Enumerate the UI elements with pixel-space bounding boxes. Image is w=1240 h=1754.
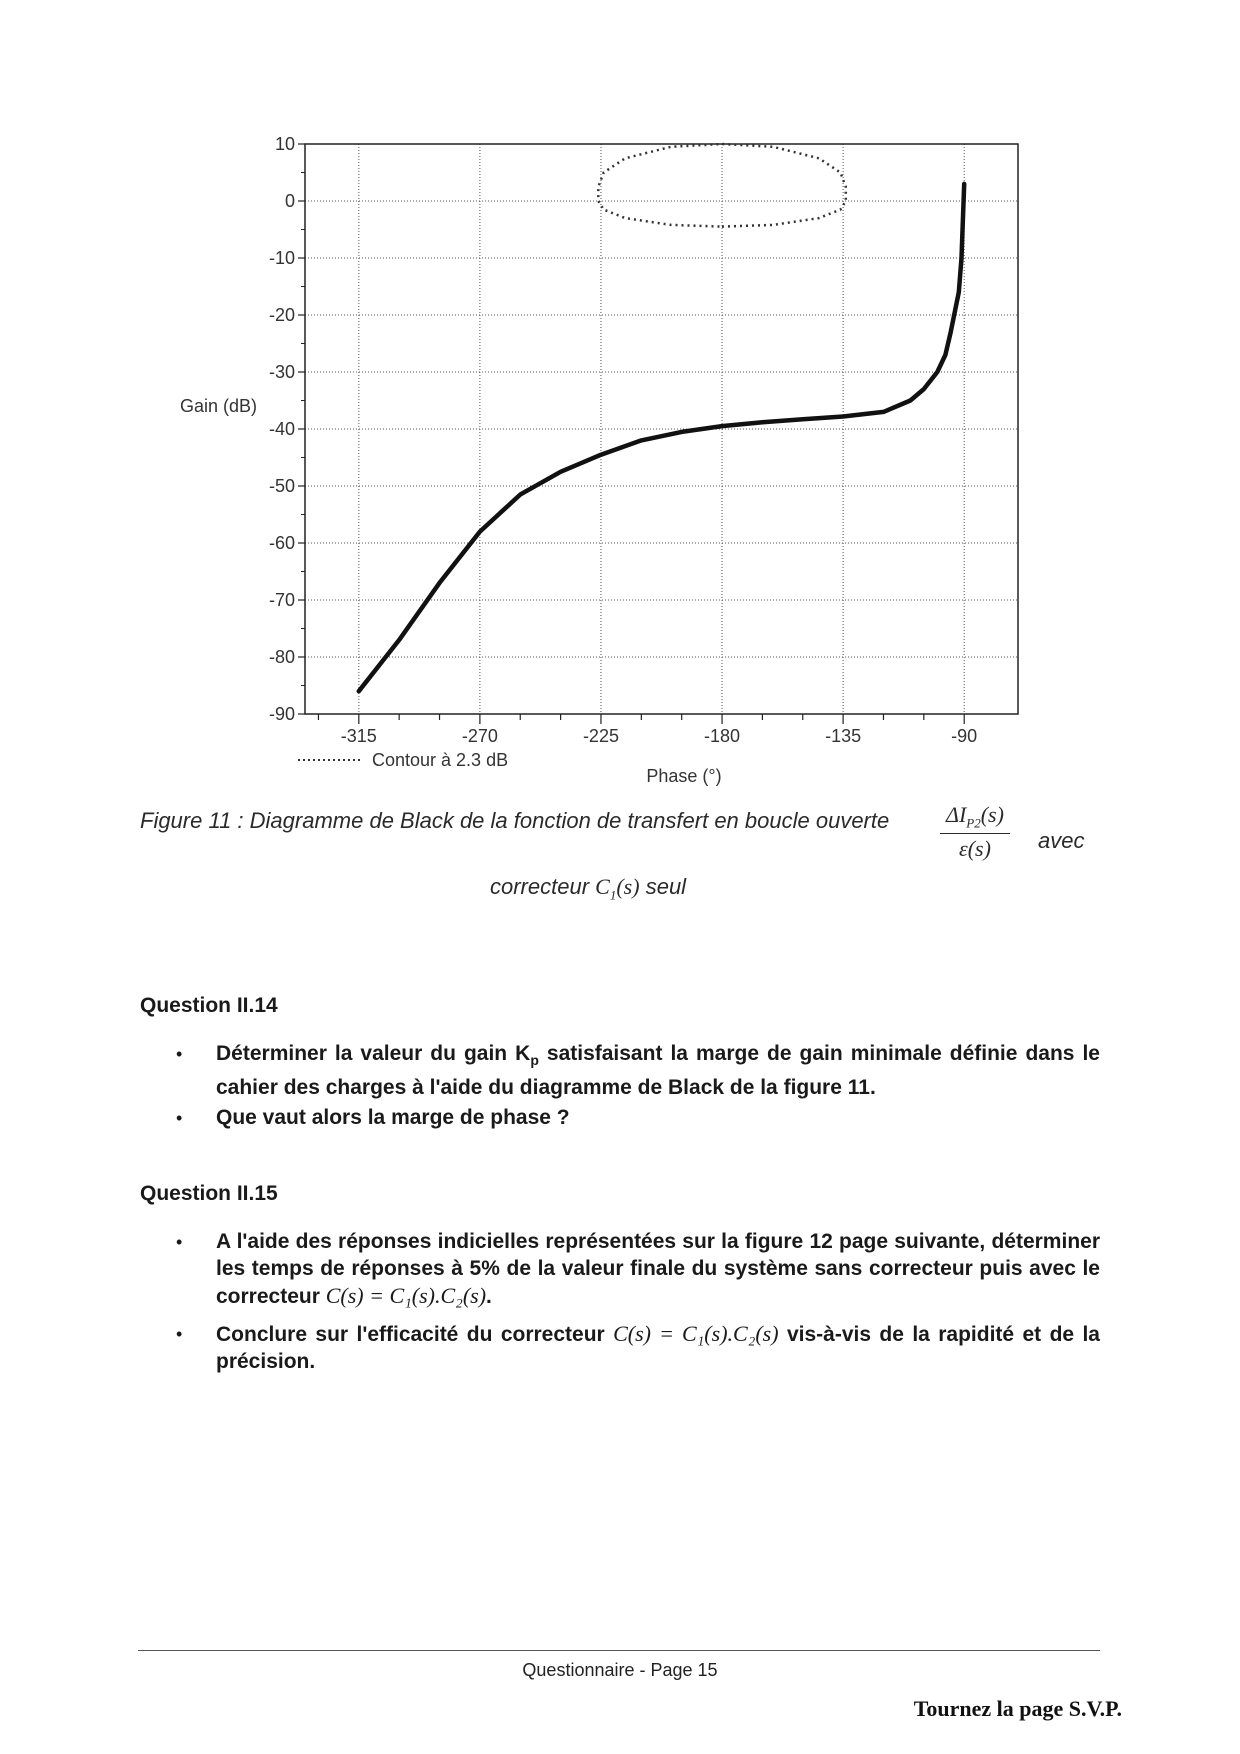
q15-item1-text: A l'aide des réponses indicielles représentées sur la figure 12 page suivante, déterminer les temps de réponses à 5% de la valeur finale du système sans correcteur puis avec le correcteur <box>216 1230 1100 1308</box>
x-tick-label: -225 <box>582 726 619 746</box>
x-axis-label: Phase (°) <box>646 766 722 786</box>
y-tick-label: -80 <box>268 647 295 667</box>
chart-grid <box>305 144 1018 714</box>
y-tick-label: 10 <box>274 134 295 154</box>
question-ii14-item2: Que vaut alors la marge de phase ? <box>216 1106 570 1129</box>
turn-page-note: Tournez la page S.V.P. <box>913 1696 1122 1721</box>
fraction-numerator <box>940 802 1010 834</box>
y-tick-label: -70 <box>268 590 295 610</box>
q15-item2-formula: C(s) = C₁(s).C₂(s) <box>613 1321 779 1346</box>
caption2-post: seul <box>645 874 687 899</box>
q14-item1-b: satisfaisant la marge de gain minimale définie dans le cahier des charges à l'aide du diagramme de Black de la figure 11. <box>216 1042 1100 1100</box>
x-tick-label: -135 <box>825 726 862 746</box>
numerator-arg: (s) <box>980 802 1004 827</box>
q15-item1-formula: C(s) = C₁(s).C₂(s) <box>325 1283 487 1308</box>
x-tick-label: -180 <box>704 726 741 746</box>
bullet-icon: • <box>176 1108 183 1128</box>
q14-item1-a: Déterminer la valeur du gain K <box>216 1042 531 1065</box>
q15-item2-b: vis-à-vis de la rapidité et de la précision. <box>216 1323 1100 1373</box>
question-ii15-item2 <box>216 1320 1100 1375</box>
y-tick-label: 0 <box>284 191 295 211</box>
y-tick-label: -50 <box>268 476 295 496</box>
footer-divider <box>138 1650 1100 1651</box>
figure-caption-line2 <box>490 874 686 903</box>
transfer-fraction <box>940 802 1010 862</box>
question-ii14-item1 <box>216 1040 1100 1101</box>
y-tick-label: -90 <box>268 704 295 724</box>
x-axis <box>318 714 977 746</box>
x-tick-label: -315 <box>340 726 377 746</box>
question-ii15-title: Question II.15 <box>140 1182 278 1205</box>
x-tick-label: -270 <box>461 726 498 746</box>
bullet-icon: • <box>176 1044 183 1064</box>
question-ii14-title: Question II.14 <box>140 994 278 1017</box>
caption2-formula <box>595 874 640 903</box>
y-tick-label: -40 <box>268 419 295 439</box>
black-locus-line <box>359 184 964 691</box>
y-axis <box>269 134 305 724</box>
question-ii15-item1 <box>216 1228 1100 1310</box>
bullet-icon: • <box>176 1232 183 1252</box>
y-tick-label: -30 <box>268 362 295 382</box>
caption2-pre: correcteur <box>490 874 590 899</box>
q15-item1-end: . <box>486 1285 492 1308</box>
caption-avec: avec <box>1038 828 1085 853</box>
caption2-sub: 1 <box>609 887 617 903</box>
legend-label: Contour à 2.3 dB <box>372 750 509 770</box>
page-footer: Questionnaire - Page 15 <box>522 1660 718 1680</box>
y-tick-label: -20 <box>268 305 295 325</box>
caption-text: Figure 11 : Diagramme de Black de la fonction de transfert en boucle ouverte <box>140 808 890 833</box>
q14-item1-sub: p <box>530 1052 539 1069</box>
y-tick-label: -10 <box>268 248 295 268</box>
y-axis-label: Gain (dB) <box>180 396 258 416</box>
black-diagram-chart <box>0 0 1240 800</box>
numerator-subscript: P2 <box>966 815 981 831</box>
fraction-denominator: ε(s) <box>959 836 991 862</box>
bullet-icon: • <box>176 1324 183 1344</box>
caption2-arg: (s) <box>616 874 640 899</box>
q15-item2-a: Conclure sur l'efficacité du correcteur <box>216 1323 605 1346</box>
caption2-c: C <box>595 874 610 899</box>
numerator-symbol: ΔI <box>946 802 967 827</box>
y-tick-label: -60 <box>268 533 295 553</box>
x-tick-label: -90 <box>951 726 978 746</box>
